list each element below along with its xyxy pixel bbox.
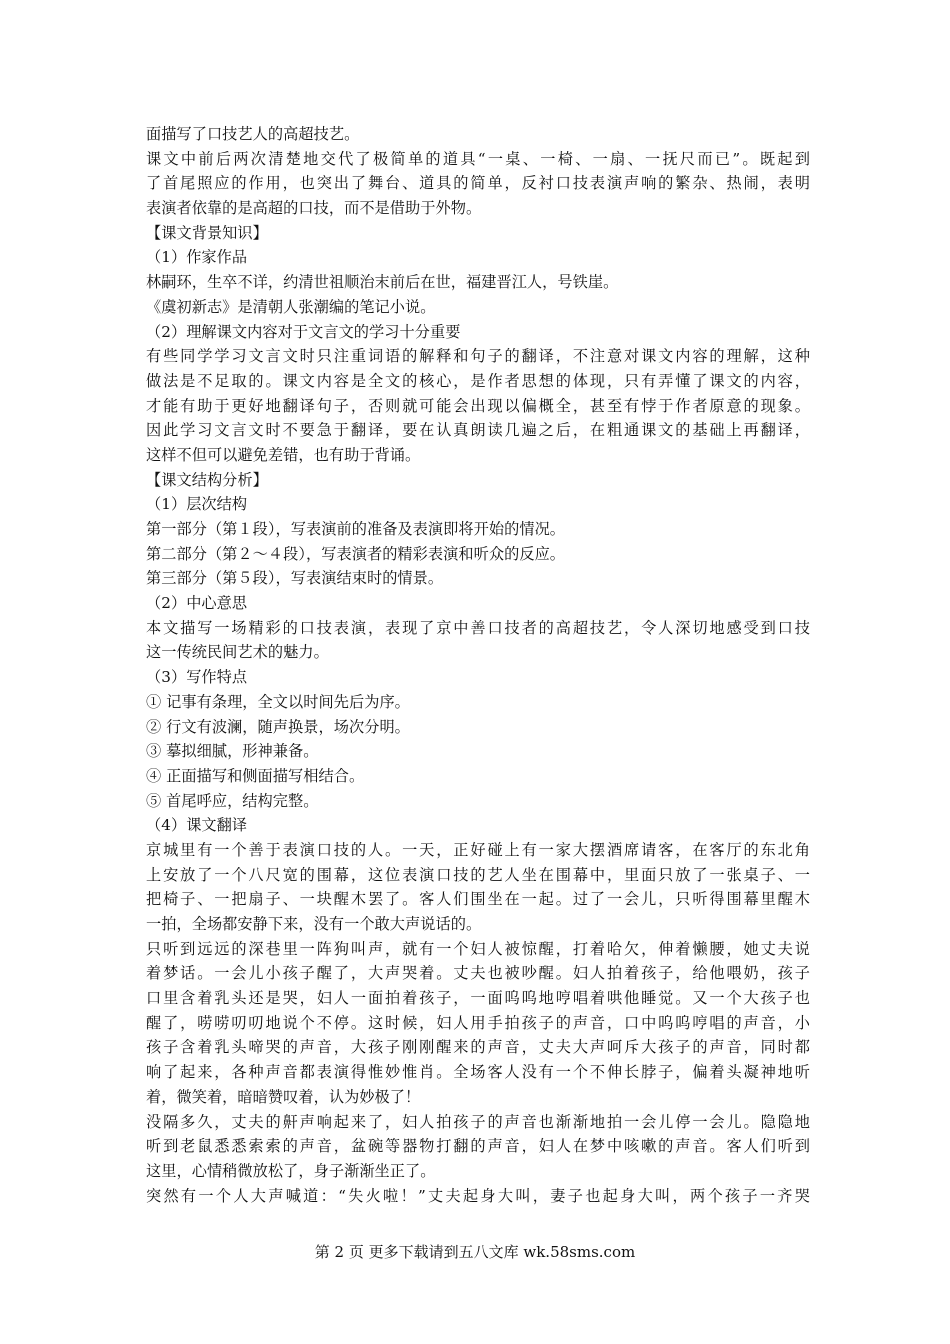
list-item: ① 记事有条理，全文以时间先后为序。 bbox=[146, 692, 410, 711]
text-line: 着梦话。一会儿小孩子醒了，大声哭着。丈夫也被吵醒。妇人拍着孩子，给他喂奶，孩子 bbox=[146, 964, 810, 983]
list-item: ⑤ 首尾呼应，结构完整。 bbox=[146, 791, 319, 810]
list-item: ③ 摹拟细腻，形神兼备。 bbox=[146, 742, 319, 761]
text-line: 了首尾照应的作用，也突出了舞台、道具的简单，反衬口技表演声响的繁杂、热闹，表明 bbox=[146, 174, 810, 193]
text-line: 没隔多久，丈夫的鼾声响起来了，妇人拍孩子的声音也渐渐地拍一会儿停一会儿。隐隐地 bbox=[146, 1112, 810, 1131]
text-line: 有些同学学习文言文时只注重词语的解释和句子的翻译，不注意对课文内容的理解，这种 bbox=[146, 347, 810, 366]
text-line: 这样不但可以避免差错，也有助于背诵。 bbox=[146, 445, 421, 464]
text-line: 醒了，唠唠叨叨地说个不停。这时候，妇人用手拍孩子的声音，口中呜呜哼唱的声音，小 bbox=[146, 1013, 810, 1032]
text-line: 第二部分（第２～４段），写表演者的精彩表演和听众的反应。 bbox=[146, 544, 566, 563]
text-line: 口里含着乳头还是哭，妇人一面拍着孩子，一面呜呜地哼唱着哄他睡觉。又一个大孩子也 bbox=[146, 989, 810, 1008]
subheading: （2）中心意思 bbox=[146, 594, 248, 613]
text-line: 听到老鼠悉悉索索的声音，盆碗等器物打翻的声音，妇人在梦中咳嗽的声音。客人们听到 bbox=[146, 1137, 810, 1156]
text-line: 响了起来，各种声音都表演得惟妙惟肖。全场客人没有一个不伸长脖子，偏着头凝神地听 bbox=[146, 1063, 810, 1082]
text-line: 第三部分（第５段），写表演结束时的情景。 bbox=[146, 569, 444, 588]
text-line: 才能有助于更好地翻译句子，否则就可能会出现以偏概全，甚至有悖于作者原意的现象。 bbox=[146, 396, 810, 415]
text-line: 课文中前后两次清楚地交代了极简单的道具“一桌、一椅、一扇、一抚尺而已”。既起到 bbox=[146, 149, 810, 168]
document-body bbox=[146, 122, 810, 1208]
text-line: 京城里有一个善于表演口技的人。一天，正好碰上有一家大摆酒席请客，在客厅的东北角 bbox=[146, 840, 810, 859]
text-line: 本文描写一场精彩的口技表演，表现了京中善口技者的高超技艺，令人深切地感受到口技 bbox=[146, 618, 810, 637]
text-line: 第一部分（第１段），写表演前的准备及表演即将开始的情况。 bbox=[146, 520, 566, 538]
text-line: 因此学习文言文时不要急于翻译，要在认真朗读几遍之后，在粗通课文的基础上再翻译， bbox=[146, 421, 810, 440]
section-heading: 【课文背景知识】 bbox=[146, 223, 268, 242]
text-line: 只听到远远的深巷里一阵狗叫声，就有一个妇人被惊醒，打着哈欠，伸着懒腰，她丈夫说 bbox=[146, 939, 810, 958]
text-line: 孩子含着乳头啼哭的声音，大孩子刚刚醒来的声音，丈夫大声呵斥大孩子的声音，同时都 bbox=[146, 1038, 810, 1057]
list-item: ④ 正面描写和侧面描写相结合。 bbox=[146, 766, 365, 785]
text-line: 着，微笑着，暗暗赞叹着，认为妙极了！ bbox=[146, 1087, 421, 1106]
text-line: 《虞初新志》是清朝人张潮编的笔记小说。 bbox=[146, 297, 436, 316]
text-line: 表演者依靠的是高超的口技，而不是借助于外物。 bbox=[146, 199, 482, 218]
subheading: （2）理解课文内容对于文言文的学习十分重要 bbox=[146, 322, 461, 341]
section-heading: 【课文结构分析】 bbox=[146, 470, 268, 489]
subheading: （1）作家作品 bbox=[146, 248, 248, 267]
text-line: 这里，心情稍微放松了，身子渐渐坐正了。 bbox=[146, 1161, 436, 1180]
text-line: 上安放了一个八尺宽的围幕，这位表演口技的艺人坐在围幕中，里面只放了一张桌子、一 bbox=[146, 865, 810, 884]
page-footer: 第 2 页 更多下载请到五八文库 wk.58sms.com bbox=[314, 1243, 636, 1261]
text-line: 这一传统民间艺术的魅力。 bbox=[146, 643, 329, 662]
list-item: ② 行文有波澜，随声换景，场次分明。 bbox=[146, 717, 410, 736]
subheading: （3）写作特点 bbox=[146, 668, 248, 687]
text-line: 林嗣环，生卒不详，约清世祖顺治末前后在世，福建晋江人，号铁崖。 bbox=[146, 273, 619, 292]
subheading: （4）课文翻译 bbox=[146, 816, 248, 835]
text-line: 面描写了口技艺人的高超技艺。 bbox=[146, 125, 360, 143]
text-line: 突然有一个人大声喊道：“失火啦！”丈夫起身大叫，妻子也起身大叫，两个孩子一齐哭 bbox=[146, 1186, 810, 1205]
text-line: 做法是不足取的。课文内容是全文的核心，是作者思想的体现，只有弄懂了课文的内容， bbox=[146, 371, 810, 390]
text-line: 一拍，全场都安静下来，没有一个敢大声说话的。 bbox=[146, 915, 482, 933]
subheading: （1）层次结构 bbox=[146, 495, 248, 514]
text-line: 把椅子、一把扇子、一块醒木罢了。客人们围坐在一起。过了一会儿，只听得围幕里醒木 bbox=[146, 890, 810, 909]
